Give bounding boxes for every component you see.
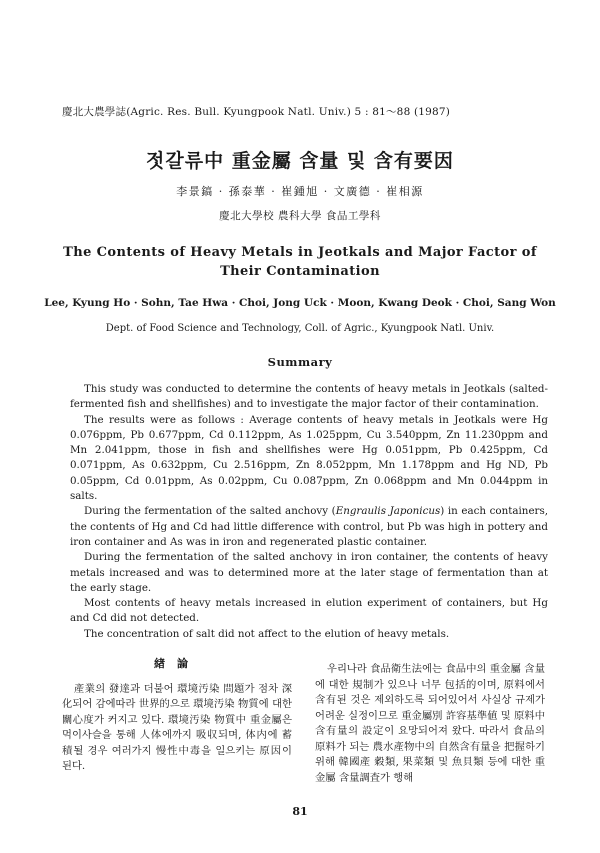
english-affiliation: Dept. of Food Science and Technology, Coll. of Agric., Kyungpook Natl. Univ. <box>105 323 495 334</box>
species-name: Engraulis Japonicus <box>335 505 441 518</box>
english-title <box>0 243 600 281</box>
right-column <box>315 662 545 786</box>
left-column <box>62 656 292 775</box>
summary-text: During the fermentation of the salted anchovy ( <box>84 505 336 518</box>
english-title-line-1: The Contents of Heavy Metals in Jeotkals and Major Factor of <box>63 245 537 260</box>
summary-text: ) in each containers, the contents of Hg and Cd had little difference with control, but Pb was high in pottery and iron container and As was in iron and regenerated plastic container. <box>70 505 549 548</box>
korean-authors: 李景鎬 · 孫泰華 · 崔鍾旭 · 文廣德 · 崔相源 <box>176 185 424 198</box>
summary-paragraph: Most contents of heavy metals increased in elution experiment of containers, but Hg and Cd did not detected. <box>70 597 548 625</box>
english-authors: Lee, Kyung Ho · Sohn, Tae Hwa · Choi, Jong Uck · Moon, Kwang Deok · Choi, Sang Won <box>44 297 556 309</box>
summary-paragraph: This study was conducted to determine the contents of heavy metals in Jeotkals (salted-fermented fish and shellfishes) and to investigate the major factor of their contamination. <box>70 383 548 411</box>
summary-paragraph: The results were as follows : Average contents of heavy metals in Jeotkals were Hg 0.076ppm, Pb 0.677ppm, Cd 0.112ppm, As 1.025ppm, Cu 3.540ppm, Zn 11.230ppm and Mn 2.041ppm, those in fish and shellfishes were Hg 0.051ppm, Pb 0.425ppm, Cd 0.071ppm, As 0.632ppm, Cu 2.516ppm, Zn 8.052ppm, Mn 1.178ppm and Hg ND, Pb 0.05ppm, Cd 0.01ppm, As 0.02ppm, Cu 0.087ppm, Zn 0.068ppm and Mn 0.044ppm in salts. <box>70 413 548 503</box>
page-number: 81 <box>292 805 308 818</box>
korean-title: 젓갈류中 重金屬 含量 및 含有要因 <box>146 150 454 172</box>
english-title-line-2: Their Contamination <box>220 264 380 279</box>
summary-paragraph: The concentration of salt did not affect to the elution of heavy metals. <box>84 627 450 640</box>
summary-paragraph: During the fermentation of the salted anchovy in iron container, the contents of heavy metals increased and was to determined more at the later stage of fermentation than at the early stage. <box>70 551 548 594</box>
introduction-heading: 緖論 <box>154 657 200 670</box>
introduction-text-continued: 우리나라 食品衛生法에는 食品中의 重金屬 含量에 대한 規制가 있으나 너무 包括的이며, 原料에서 含有된 것은 제외하도록 되어있어서 사실상 규제가 어려운 실정이므로 重金屬別 許容基準値 및 原料中 含有量의 設定이 요망되어져 왔다. 따라서 食品의 原料가 되는 農水產物中의 自然含有量을 把握하기 위해 韓國產 穀類, 果菜類 및 魚貝類 등에 대한 重金屬 含量調査가 행해 <box>315 663 545 784</box>
summary-heading: Summary <box>267 355 333 369</box>
introduction-text: 產業의 發達과 더불어 環境汚染 問題가 점차 深化되어 감에따라 世界的으로 環境汚染 物質에 대한 關心度가 커지고 있다. 環境汚染 物質中 重金屬은 먹이사슬을 통해 人体에까지 吸収되며, 体内에 蓄積될 경우 여러가지 慢性中毒을 일으키는 原因이 된다. <box>62 682 292 772</box>
korean-affiliation: 慶北大學校 農科大學 食品工學科 <box>219 210 381 222</box>
summary-paragraph <box>70 504 548 550</box>
journal-citation: 慶北大農學誌(Agric. Res. Bull. Kyungpook Natl. Univ.) 5 : 81～88 (1987) <box>62 106 451 118</box>
summary-body <box>70 382 548 642</box>
